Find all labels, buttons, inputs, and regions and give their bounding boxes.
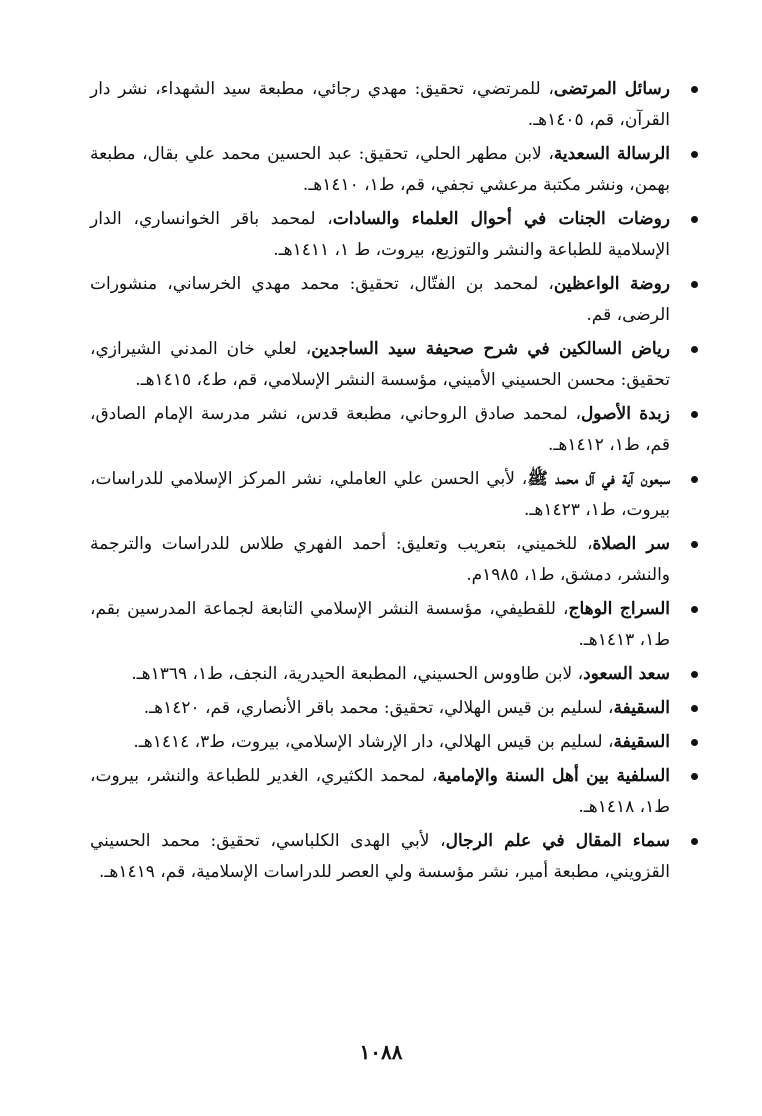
bullet-icon bbox=[691, 346, 698, 353]
entry-title: رسائل المرتضى bbox=[553, 79, 670, 99]
entry-details: ، لأبي الحسن علي العاملي، نشر المركز الإسلامي للدراسات، بيروت، ط١، ١٤٢٣هـ. bbox=[90, 469, 670, 520]
bibliography-entry bbox=[90, 269, 700, 331]
entry-title: السراج الوهاج bbox=[568, 599, 670, 619]
bibliography-entry bbox=[90, 74, 700, 136]
entry-details: ، للمرتضي، تحقيق: مهدي رجائي، مطبعة سيد الشهداء، نشر دار القرآن، قم، ١٤٠٥هـ. bbox=[90, 79, 670, 130]
bullet-icon bbox=[691, 739, 698, 746]
bullet-icon bbox=[691, 151, 698, 158]
bullet-icon bbox=[691, 541, 698, 548]
entry-title: السقيفة bbox=[613, 698, 670, 718]
entry-details: ، لابن طاووس الحسيني، المطبعة الحيدرية، النجف، ط١، ١٣٦٩هـ. bbox=[131, 664, 584, 684]
bullet-icon bbox=[691, 216, 698, 223]
bullet-icon bbox=[691, 476, 698, 483]
bullet-icon bbox=[691, 86, 698, 93]
entry-details: ، لابن مطهر الحلي، تحقيق: عبد الحسين محمد علي بقال، مطبعة بهمن، ونشر مكتبة مرعشي نجفي، قم، ط١، ١٤١٠هـ. bbox=[90, 144, 670, 195]
entry-title: سر الصلاة bbox=[592, 534, 670, 554]
bibliography-entry bbox=[90, 334, 700, 396]
bibliography-entry bbox=[90, 529, 700, 591]
bibliography-entry bbox=[90, 826, 700, 888]
bibliography-entry bbox=[90, 204, 700, 266]
entry-title: زبدة الأصول bbox=[580, 404, 670, 424]
bibliography-entry bbox=[90, 594, 700, 656]
bibliography-entry bbox=[90, 659, 700, 690]
entry-details: ، لسليم بن قيس الهلالي، تحقيق: محمد باقر الأنصاري، قم، ١٤٢٠هـ. bbox=[143, 698, 614, 718]
bullet-icon bbox=[691, 411, 698, 418]
bullet-icon bbox=[691, 671, 698, 678]
entry-title: سماء المقال في علم الرجال bbox=[445, 831, 670, 851]
bibliography-entry bbox=[90, 727, 700, 758]
bibliography-entry bbox=[90, 464, 700, 526]
entry-title: سبعون آية في آل محمد ﷺ bbox=[527, 469, 671, 489]
bibliography-entry bbox=[90, 399, 700, 461]
bibliography-entry bbox=[90, 139, 700, 201]
entry-title: السلفية بين أهل السنة والإمامية bbox=[437, 766, 671, 786]
bullet-icon bbox=[691, 606, 698, 613]
bibliography-list bbox=[90, 74, 700, 891]
bibliography-entry bbox=[90, 761, 700, 823]
entry-title: سعد السعود bbox=[583, 664, 670, 684]
entry-details: ، لعلي خان المدني الشيرازي، تحقيق: محسن الحسيني الأميني، مؤسسة النشر الإسلامي، قم، ط٤، ١٤١٥هـ. bbox=[90, 339, 670, 390]
bibliography-entry bbox=[90, 693, 700, 724]
entry-title: الرسالة السعدية bbox=[553, 144, 670, 164]
entry-details: ، لمحمد الكثيري، الغدير للطباعة والنشر، بيروت، ط١، ١٤١٨هـ. bbox=[90, 766, 670, 817]
entry-details: ، لمحمد صادق الروحاني، مطبعة قدس، نشر مدرسة الإمام الصادق، قم، ط١، ١٤١٢هـ. bbox=[90, 404, 670, 455]
entry-details: ، للقطيفي، مؤسسة النشر الإسلامي التابعة لجماعة المدرسين بقم، ط١، ١٤١٣هـ. bbox=[90, 599, 670, 650]
bullet-icon bbox=[691, 773, 698, 780]
entry-title: رياض السالكين في شرح صحيفة سيد الساجدين bbox=[311, 339, 671, 359]
bullet-icon bbox=[691, 705, 698, 712]
bullet-icon bbox=[691, 281, 698, 288]
entry-title: روضة الواعظين bbox=[553, 274, 670, 294]
entry-title: روضات الجنات في أحوال العلماء والسادات bbox=[332, 209, 670, 229]
entry-details: ، لمحمد باقر الخوانساري، الدار الإسلامية للطباعة والنشر والتوزيع، بيروت، ط ١، ١٤١١هـ. bbox=[90, 209, 670, 260]
bullet-icon bbox=[691, 838, 698, 845]
page-number: ١٠٨٨ bbox=[359, 1040, 403, 1064]
entry-title: السقيفة bbox=[613, 732, 670, 752]
entry-details: ، لأبي الهدى الكلباسي، تحقيق: محمد الحسيني القزويني، مطبعة أمير، نشر مؤسسة ولي العصر للدراسات الإسلامية، قم، ١٤١٩هـ. bbox=[90, 831, 670, 882]
entry-details: ، لمحمد بن الفتّال، تحقيق: محمد مهدي الخرساني، منشورات الرضى، قم. bbox=[90, 274, 670, 325]
entry-details: ، للخميني، بتعريب وتعليق: أحمد الفهري طلاس للدراسات والترجمة والنشر، دمشق، ط١، ١٩٨٥م. bbox=[90, 534, 670, 585]
entry-details: ، لسليم بن قيس الهلالي، دار الإرشاد الإسلامي، بيروت، ط٣، ١٤١٤هـ. bbox=[133, 732, 614, 752]
